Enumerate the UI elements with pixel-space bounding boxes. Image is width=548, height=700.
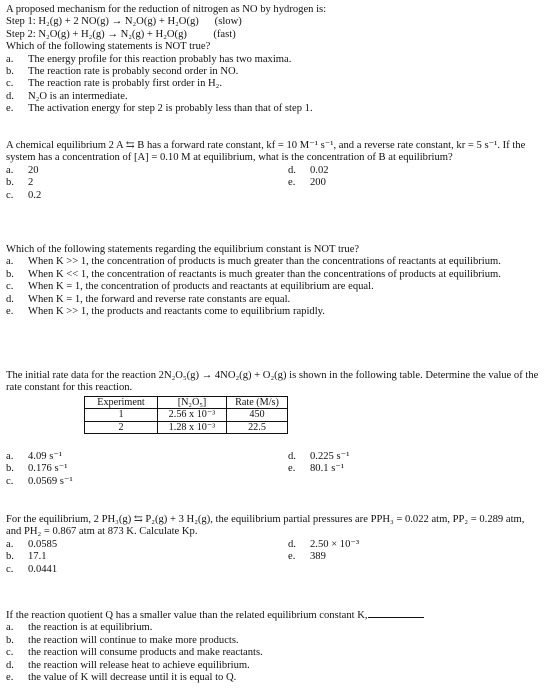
question-kp (6, 514, 542, 576)
answer-option[interactable]: a. When K >> 1, the concentration of products is much greater than the concentrations of reactants at equilibrium. (6, 256, 501, 268)
question-stem: If the reaction quotient Q has a smaller value than the related equilibrium constant K, (6, 610, 368, 621)
table-header: Experiment (85, 396, 158, 408)
answer-option[interactable]: c. 0.0569 s⁻¹ (6, 475, 73, 487)
table-cell: 1 (85, 409, 158, 421)
answer-option[interactable]: c. The reaction rate is probably first order in H₂. (6, 78, 223, 90)
answer-option[interactable]: b. 0.176 s⁻¹ (6, 463, 68, 475)
answer-option[interactable]: d. the reaction will release heat to achieve equilibrium. (6, 659, 250, 671)
answer-option[interactable]: e. The activation energy for step 2 is probably less than that of step 1. (6, 103, 313, 115)
question-stem-line (6, 608, 542, 622)
question-equilibrium-constant (6, 244, 542, 318)
answer-option[interactable]: b. 2 (6, 177, 34, 189)
answer-option[interactable]: e. the value of K will decrease until it is equal to Q. (6, 672, 237, 684)
answer-option[interactable]: b. the reaction will continue to make more products. (6, 634, 239, 646)
table-cell: 450 (227, 409, 288, 421)
question-reaction-quotient (6, 608, 542, 684)
answer-option[interactable]: d. N₂O is an intermediate. (6, 90, 128, 102)
table-cell: 2.56 x 10⁻³ (158, 409, 227, 421)
answer-option[interactable]: a. The energy profile for this reaction probably has two maxima. (6, 53, 292, 65)
answer-column-right (288, 451, 488, 488)
answer-option[interactable]: c. 0.0441 (6, 563, 58, 575)
question-stem: The initial rate data for the reaction 2N₂O₅(g) → 4NO₂(g) + O₂(g) is shown in the following table. Determine the value of the rate constant for this reaction. (6, 370, 539, 394)
answer-option[interactable]: a. 4.09 s⁻¹ (6, 451, 63, 463)
table-row (85, 409, 288, 421)
answer-column-left (6, 451, 288, 488)
table-header: [N₂O₅] (158, 396, 227, 408)
answer-option[interactable]: e. When K >> 1, the products and reactants come to equilibrium rapidly. (6, 306, 325, 318)
question-equilibrium-concentration (6, 140, 542, 202)
answer-columns (6, 451, 542, 488)
answer-column-right (288, 539, 488, 576)
answer-option[interactable]: b. 17.1 (6, 551, 47, 563)
answer-option[interactable]: d. 0.225 s⁻¹ (288, 451, 350, 463)
table-cell: 2 (85, 421, 158, 433)
answer-option[interactable]: e. 389 (288, 551, 326, 563)
answer-option[interactable]: c. When K = 1, the concentration of products and reactants at equilibrium are equal. (6, 281, 374, 293)
question-stem: A chemical equilibrium 2 A ⇆ B has a forward rate constant, kf = 10 M⁻¹ s⁻¹, and a reverse rate constant, kr = 5 s⁻¹. If the system has a concentration of [A] = 0.10 M at equilibrium, what is the concentration of B at equilibrium? (6, 140, 526, 164)
answer-column-left (6, 539, 288, 576)
mechanism-step-1: Step 1: H₂(g) + 2 NO(g) → N₂O(g) + H₂O(g) (slow) (6, 16, 242, 28)
answer-column-left (6, 165, 288, 202)
question-prompt: Which of the following statements is NOT true? (6, 41, 211, 53)
answer-column-right (288, 165, 488, 202)
question-stem: Which of the following statements regarding the equilibrium constant is NOT true? (6, 244, 360, 255)
table-row (85, 421, 288, 433)
answer-option[interactable]: d. When K = 1, the forward and reverse rate constants are equal. (6, 293, 291, 305)
answer-option[interactable]: e. 200 (288, 177, 326, 189)
mechanism-step-2: Step 2: N₂O(g) + H₂(g) → N₂(g) + H₂O(g) (fast) (6, 28, 236, 40)
answer-option[interactable]: d. 2.50 × 10⁻³ (288, 538, 360, 550)
answer-option[interactable]: a. the reaction is at equilibrium. (6, 622, 153, 634)
answer-option[interactable]: d. 0.02 (288, 164, 329, 176)
question-mechanism (6, 4, 542, 116)
table-header-row (85, 396, 288, 408)
answer-option[interactable]: c. the reaction will consume products and make reactants. (6, 647, 263, 659)
answer-option[interactable]: c. 0.2 (6, 189, 42, 201)
answer-blank[interactable] (368, 608, 424, 618)
answer-option[interactable]: a. 0.0585 (6, 538, 58, 550)
answer-option[interactable]: e. 80.1 s⁻¹ (288, 463, 345, 475)
rate-data-table (84, 396, 288, 434)
answer-columns (6, 165, 542, 202)
answer-columns (6, 539, 542, 576)
table-header: Rate (M/s) (227, 396, 288, 408)
answer-option[interactable]: b. The reaction rate is probably second order in NO. (6, 66, 239, 78)
question-stem: For the equilibrium, 2 PH₃(g) ⇆ P₂(g) + 3 H₂(g), the equilibrium partial pressures are PPH₃ = 0.022 atm, PP₂ = 0.289 atm, and PH₂ = 0.867 atm at 873 K. Calculate Kp. (6, 514, 525, 538)
answer-option[interactable]: a. 20 (6, 164, 39, 176)
table-cell: 22.5 (227, 421, 288, 433)
question-rate-constant (6, 370, 542, 488)
answer-option[interactable]: b. When K << 1, the concentration of reactants is much greater than the concentrations of products at equilibrium. (6, 268, 501, 280)
question-stem-line: A proposed mechanism for the reduction of nitrogen as NO by hydrogen is: (6, 4, 327, 15)
table-cell: 1.28 x 10⁻³ (158, 421, 227, 433)
